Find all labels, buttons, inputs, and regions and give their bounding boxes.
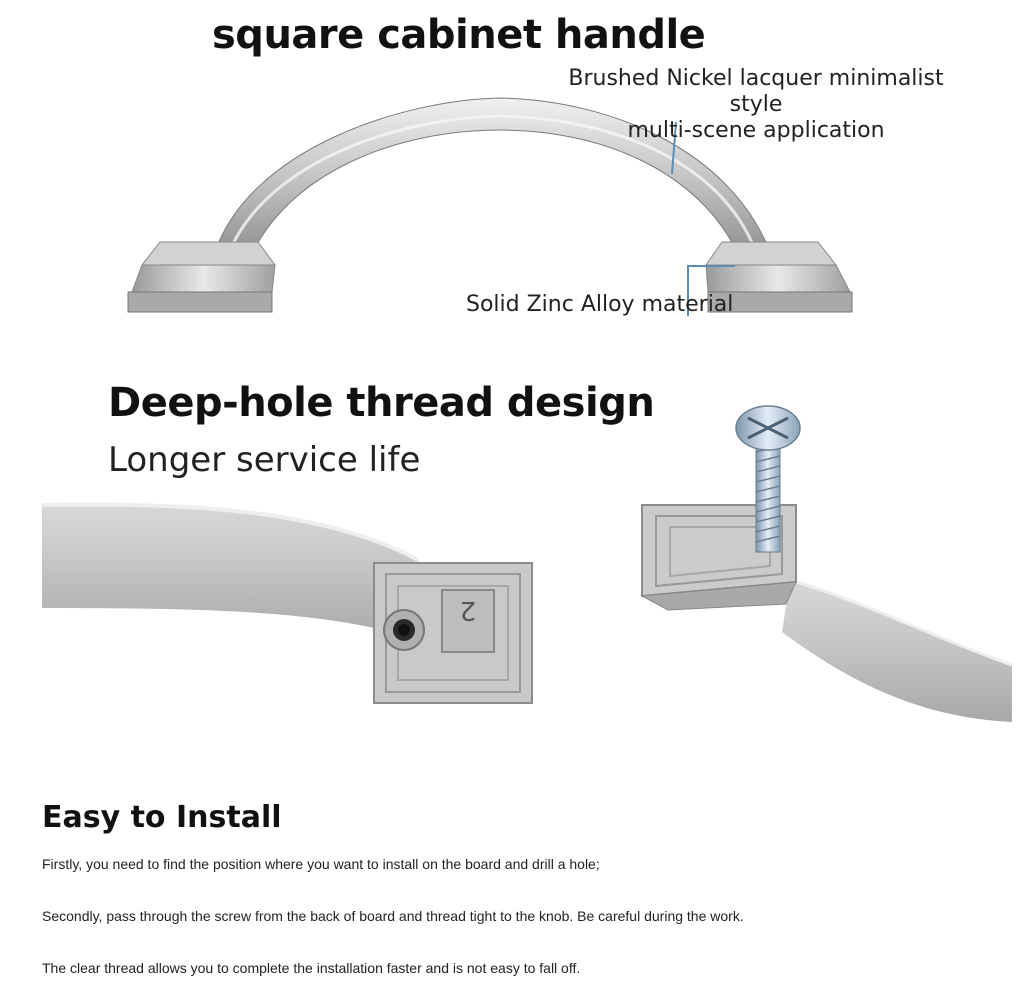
- thread-section-title: Deep-hole thread design: [108, 380, 655, 426]
- thread-closeup-image: [42, 505, 532, 703]
- page-title: square cabinet handle: [212, 12, 706, 58]
- material-callout: Solid Zinc Alloy material: [466, 292, 734, 317]
- install-step-1: Firstly, you need to find the position where you want to install on the board and drill a hole;: [42, 856, 600, 872]
- install-step-2: Secondly, pass through the screw from the back of board and thread tight to the knob. Be careful during the work.: [42, 908, 744, 924]
- install-step-3: The clear thread allows you to complete the installation faster and is not easy to fall off.: [42, 960, 581, 976]
- finish-callout-line2: multi-scene application: [627, 118, 885, 143]
- finish-callout: [560, 66, 952, 144]
- stamp-digit: 2: [459, 595, 477, 625]
- screw-installation-image: [642, 406, 1012, 722]
- thread-section-subtitle: Longer service life: [108, 440, 421, 480]
- install-title: Easy to Install: [42, 800, 282, 835]
- finish-callout-line1: Brushed Nickel lacquer minimalist style: [568, 66, 944, 117]
